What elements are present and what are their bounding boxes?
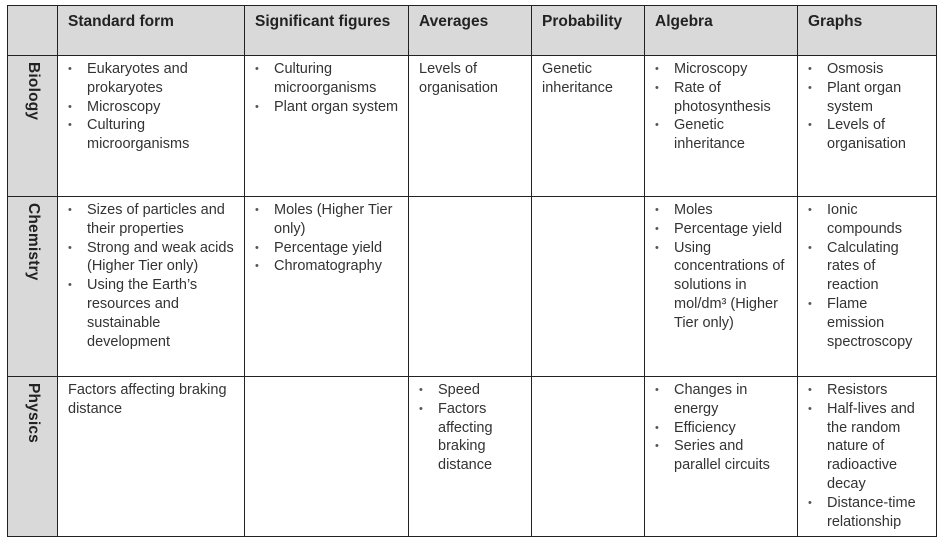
list-item: • Distance-time relationship xyxy=(808,494,928,532)
list-item: • Factors affecting braking distance xyxy=(419,400,523,475)
list-item: • Eukaryotes and prokaryotes xyxy=(68,60,236,98)
table-cell xyxy=(245,197,409,377)
list-item: • Plant organ system xyxy=(808,79,928,117)
list-item: • Moles (Higher Tier only) xyxy=(255,201,400,239)
row-header xyxy=(8,377,58,537)
row-header-label: Physics xyxy=(24,383,42,443)
table-cell xyxy=(532,377,645,537)
bullet-list xyxy=(655,201,789,333)
column-header: Standard form xyxy=(58,6,245,56)
bullet-list xyxy=(808,60,928,154)
list-item: • Series and parallel circuits xyxy=(655,437,789,475)
list-item: • Culturing microorganisms xyxy=(255,60,400,98)
table-row xyxy=(8,56,937,197)
bullet-list xyxy=(68,201,236,351)
list-item: • Calculating rates of reaction xyxy=(808,239,928,295)
list-item: • Osmosis xyxy=(808,60,928,79)
bullet-list xyxy=(68,60,236,154)
header-row xyxy=(8,6,937,56)
list-item: • Percentage yield xyxy=(655,220,789,239)
list-item: • Microscopy xyxy=(655,60,789,79)
list-item: • Rate of photosynthesis xyxy=(655,79,789,117)
column-header: Significant figures xyxy=(245,6,409,56)
list-item: • Sizes of particles and their properties xyxy=(68,201,236,239)
list-item: • Speed xyxy=(419,381,523,400)
cell-text: Genetic inheritance xyxy=(542,61,613,96)
table-cell xyxy=(409,377,532,537)
bullet-list xyxy=(255,201,400,276)
table-cell xyxy=(58,377,245,537)
cell-text: Levels of organisation xyxy=(419,61,498,96)
bullet-list xyxy=(808,381,928,531)
row-header xyxy=(8,56,58,197)
column-header: Algebra xyxy=(645,6,798,56)
list-item: • Using the Earth’s resources and sustainable development xyxy=(68,276,236,351)
cell-text: Factors affecting braking distance xyxy=(68,382,227,417)
bullet-list xyxy=(655,381,789,475)
table-cell xyxy=(798,56,937,197)
list-item: • Moles xyxy=(655,201,789,220)
list-item: • Resistors xyxy=(808,381,928,400)
table-row xyxy=(8,197,937,377)
bullet-list xyxy=(808,201,928,351)
table-cell xyxy=(532,56,645,197)
bullet-list xyxy=(655,60,789,154)
row-header-label: Biology xyxy=(24,62,42,121)
bullet-list xyxy=(255,60,400,116)
list-item: • Using concentrations of solutions in mol/dm³ (Higher Tier only) xyxy=(655,239,789,333)
table-cell xyxy=(409,197,532,377)
table-cell xyxy=(798,377,937,537)
column-header: Graphs xyxy=(798,6,937,56)
table-cell xyxy=(798,197,937,377)
table-cell xyxy=(58,56,245,197)
table-cell xyxy=(245,377,409,537)
row-header xyxy=(8,197,58,377)
table-cell xyxy=(58,197,245,377)
list-item: • Chromatography xyxy=(255,257,400,276)
list-item: • Culturing microorganisms xyxy=(68,116,236,154)
table-cell xyxy=(645,56,798,197)
table-row xyxy=(8,377,937,537)
list-item: • Microscopy xyxy=(68,98,236,117)
table-cell xyxy=(409,56,532,197)
table-cell xyxy=(245,56,409,197)
list-item: • Flame emission spectroscopy xyxy=(808,295,928,351)
list-item: • Changes in energy xyxy=(655,381,789,419)
list-item: • Levels of organisation xyxy=(808,116,928,154)
column-header: Probability xyxy=(532,6,645,56)
row-header-label: Chemistry xyxy=(24,203,42,281)
bullet-list xyxy=(419,381,523,475)
list-item: • Percentage yield xyxy=(255,239,400,258)
maths-skills-table xyxy=(7,5,937,537)
column-header: Averages xyxy=(409,6,532,56)
table-cell xyxy=(532,197,645,377)
table-cell xyxy=(645,197,798,377)
table-cell xyxy=(645,377,798,537)
list-item: • Ionic compounds xyxy=(808,201,928,239)
list-item: • Efficiency xyxy=(655,419,789,438)
list-item: • Genetic inheritance xyxy=(655,116,789,154)
list-item: • Strong and weak acids (Higher Tier only) xyxy=(68,239,236,277)
list-item: • Half-lives and the random nature of radioactive decay xyxy=(808,400,928,494)
corner-cell xyxy=(8,6,58,56)
list-item: • Plant organ system xyxy=(255,98,400,117)
